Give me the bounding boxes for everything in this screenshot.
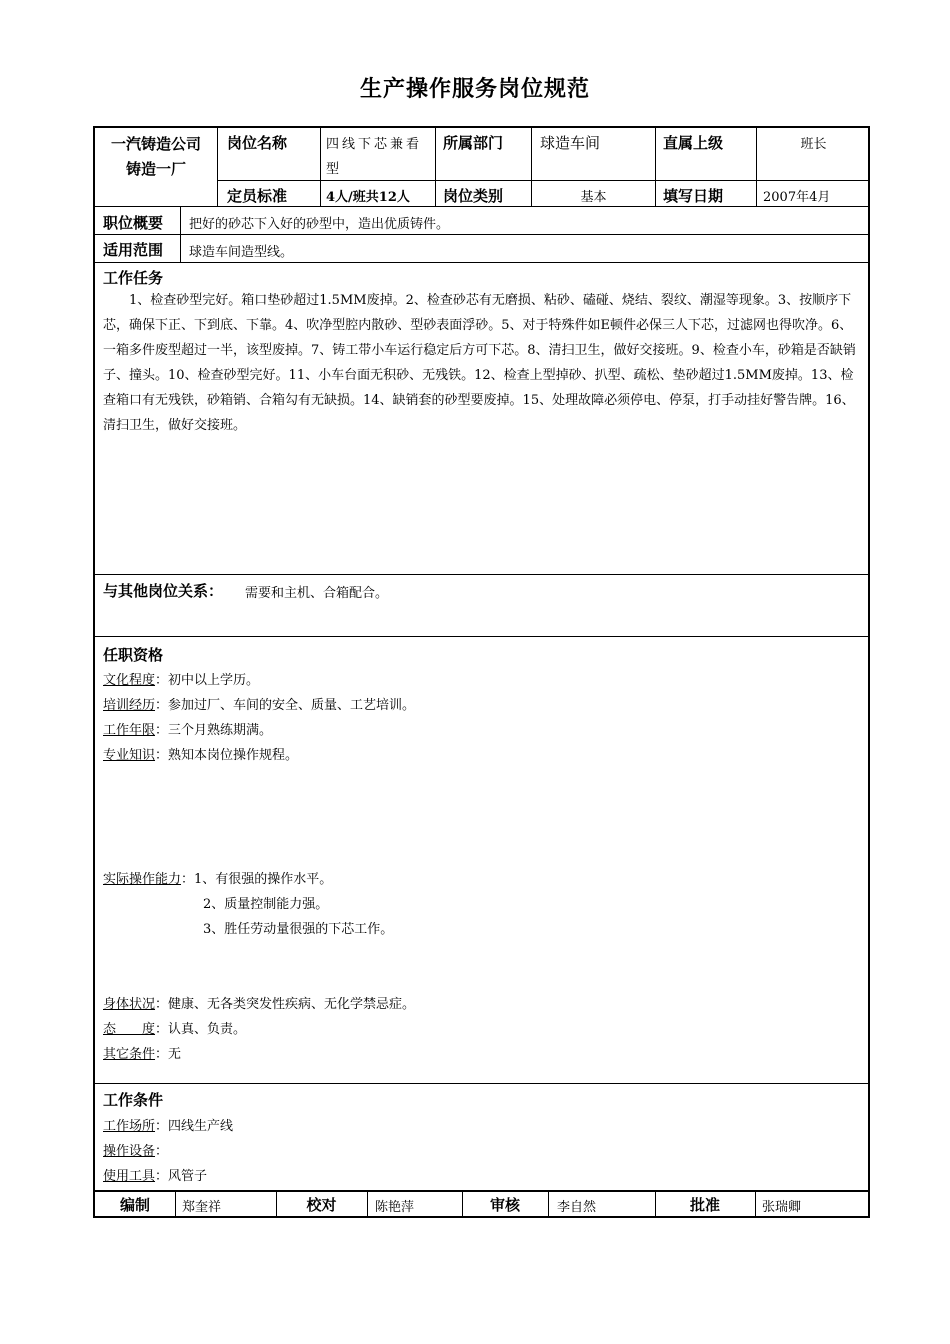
grid-line (180, 206, 181, 262)
category-label: 岗位类别 (443, 187, 504, 205)
post-name-value: 四线下芯兼看型 (326, 137, 423, 177)
dept-value: 球造车间 (540, 134, 601, 152)
grid-line (755, 1191, 756, 1218)
other-line: 其它条件：无 (103, 1047, 182, 1062)
dept-label: 所属部门 (443, 134, 504, 152)
tools-line: 使用工具：风管子 (103, 1169, 208, 1184)
compile-value: 郑奎祥 (182, 1200, 222, 1215)
grid-line (95, 1083, 870, 1084)
scope-value: 球造车间造型线。 (189, 245, 294, 260)
place-line: 工作场所：四线生产线 (103, 1119, 234, 1134)
ability-item: 1、有很强的操作水平。 (194, 872, 333, 887)
years-line: 工作年限：三个月熟练期满。 (103, 723, 273, 738)
equipment-line: 操作设备： (103, 1144, 169, 1159)
attitude-label: 态 度 (103, 1022, 156, 1037)
quota-label: 定员标准 (227, 187, 288, 205)
tools-value: 风管子 (168, 1169, 208, 1184)
company-name: 一汽铸造公司 (110, 135, 201, 153)
other-label: 其它条件 (103, 1047, 156, 1062)
attitude-value: 认真、负责。 (168, 1022, 247, 1037)
grid-line (367, 1191, 368, 1218)
ability-item: 2、质量控制能力强。 (203, 897, 329, 912)
relations-label: 与其他岗位关系： (103, 582, 224, 600)
equipment-label: 操作设备 (103, 1144, 156, 1159)
tools-label: 使用工具 (103, 1169, 156, 1184)
education-label: 文化程度 (103, 673, 156, 688)
proof-label: 校对 (306, 1196, 337, 1214)
overview-value: 把好的砂芯下入好的砂型中，造出优质铸件。 (189, 217, 450, 232)
superior-label: 直属上级 (663, 134, 724, 152)
review-label: 审核 (489, 1196, 520, 1214)
grid-line (95, 574, 870, 575)
quota-value: 4人/班共12人 (326, 190, 410, 205)
page-title: 生产操作服务岗位规范 (359, 77, 590, 102)
company-cell (95, 132, 217, 182)
ability-line: 实际操作能力：1、有很强的操作水平。 (103, 872, 333, 887)
years-label: 工作年限 (103, 723, 156, 738)
tasks-label: 工作任务 (103, 269, 164, 287)
scope-label: 适用范围 (103, 241, 164, 259)
grid-line (95, 1190, 870, 1192)
health-label: 身体状况 (103, 997, 156, 1012)
grid-line (95, 234, 870, 235)
grid-line (217, 180, 870, 181)
years-value: 三个月熟练期满。 (168, 723, 273, 738)
knowledge-line: 专业知识：熟知本岗位操作规程。 (103, 748, 299, 763)
date-label: 填写日期 (663, 187, 724, 205)
conditions-label: 工作条件 (103, 1091, 164, 1109)
grid-line (435, 128, 436, 206)
attitude-line: 态 度：认真、负责。 (103, 1022, 247, 1037)
date-value: 2007年4月 (763, 190, 831, 205)
health-value: 健康、无各类突发性疾病、无化学禁忌症。 (168, 997, 416, 1012)
knowledge-value: 熟知本岗位操作规程。 (168, 748, 299, 763)
relations-value: 需要和主机、合箱配合。 (245, 586, 389, 601)
grid-line (217, 128, 218, 206)
knowledge-label: 专业知识 (103, 748, 156, 763)
place-label: 工作场所 (103, 1119, 156, 1134)
superior-value: 班长 (800, 137, 827, 152)
other-value: 无 (168, 1047, 182, 1062)
proof-value: 陈艳萍 (375, 1200, 415, 1215)
grid-line (95, 262, 870, 263)
grid-line (655, 128, 656, 206)
grid-line (95, 636, 870, 637)
category-value: 基本 (580, 190, 607, 205)
education-value: 初中以上学历。 (168, 673, 260, 688)
qualifications-label: 任职资格 (103, 646, 164, 664)
job-spec-table (93, 126, 870, 1218)
grid-line (548, 1191, 549, 1218)
place-value: 四线生产线 (168, 1119, 234, 1134)
training-label: 培训经历 (103, 698, 156, 713)
review-value: 李自然 (557, 1200, 597, 1215)
approve-label: 批准 (689, 1196, 720, 1214)
ability-item: 3、胜任劳动量很强的下芯工作。 (203, 922, 394, 937)
grid-line (175, 1191, 176, 1218)
training-line: 培训经历：参加过厂、车间的安全、质量、工艺培训。 (103, 698, 416, 713)
training-value: 参加过厂、车间的安全、质量、工艺培训。 (168, 698, 416, 713)
tasks-text: 1、检查砂型完好。箱口垫砂超过1.5MM废掉。2、检查砂芯有无磨损、粘砂、磕碰、烧结、裂纹、潮湿等现象。3、按顺序下芯，确保下正、下到底、下靠。4、吹净型腔内散砂、型砂表面浮砂。5、对于特殊件如E顿件必保三人下芯，过滤网也得吹净。6、一箱多件废型超过一半，该型废掉。7、铸工带小车运行稳定后方可下芯。8、清扫卫生，做好交接班。9、检查小车，砂箱是否缺销子、撞头。10、检查砂型完好。11、小车台面无积砂、无残铁。12、检查上型掉砂、扒型、疏松、垫砂超过1.5MM废掉。13、检查箱口有无残铁，砂箱销、合箱勾有无缺损。14、缺销套的砂型要废掉。15、处理故障必须停电、停泵，打手动挂好警告牌。16、清扫卫生，做好交接班。 (103, 293, 856, 433)
overview-label: 职位概要 (103, 214, 164, 232)
education-line: 文化程度：初中以上学历。 (103, 673, 260, 688)
plant-name: 铸造一厂 (125, 160, 186, 178)
grid-line (95, 206, 870, 207)
ability-label: 实际操作能力 (103, 872, 182, 887)
approve-value: 张瑞卿 (762, 1200, 802, 1215)
post-name-label: 岗位名称 (227, 134, 288, 152)
compile-label: 编制 (119, 1196, 150, 1214)
grid-line (320, 128, 321, 206)
health-line: 身体状况：健康、无各类突发性疾病、无化学禁忌症。 (103, 997, 416, 1012)
